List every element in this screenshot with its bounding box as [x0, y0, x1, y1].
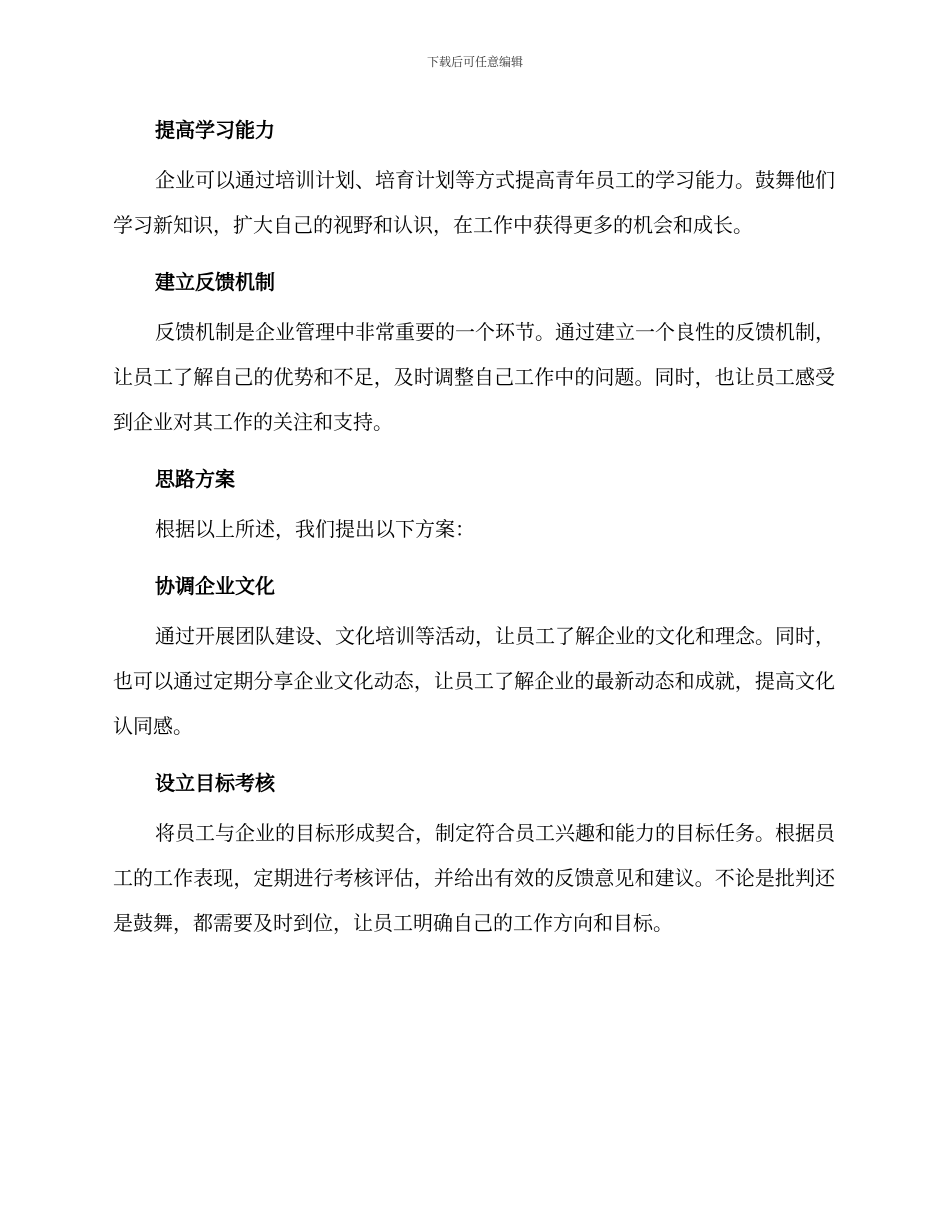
- section-heading: 协调企业文化: [155, 574, 275, 598]
- section-goal-assessment: [113, 763, 835, 946]
- page-header: 下载后可任意编辑: [426, 55, 523, 69]
- section-plan: [113, 459, 835, 552]
- document-body: [113, 110, 835, 960]
- section-paragraph: 根据以上所述，我们提出以下方案：: [155, 517, 475, 541]
- section-paragraph: 企业可以通过培训计划、培育计划等方式提高青年员工的学习能力。鼓舞他们学习新知识，扩大自己的视野和认识，在工作中获得更多的机会和成长。: [113, 168, 835, 237]
- section-paragraph: 将员工与企业的目标形成契合，制定符合员工兴趣和能力的目标任务。根据员工的工作表现，定期进行考核评估，并给出有效的反馈意见和建议。不论是批判还是鼓舞，都需要及时到位，让员工明确自己的工作方向和目标。: [113, 821, 835, 935]
- section-heading: 设立目标考核: [155, 771, 275, 795]
- section-paragraph: 通过开展团队建设、文化培训等活动，让员工了解企业的文化和理念。同时，也可以通过定期分享企业文化动态，让员工了解企业的最新动态和成就，提高文化认同感。: [113, 624, 835, 738]
- section-corporate-culture: [113, 566, 835, 749]
- section-learning-ability: [113, 110, 835, 248]
- section-paragraph: 反馈机制是企业管理中非常重要的一个环节。通过建立一个良性的反馈机制，让员工了解自己的优势和不足，及时调整自己工作中的问题。同时，也让员工感受到企业对其工作的关注和支持。: [113, 320, 835, 434]
- section-heading: 提高学习能力: [155, 118, 275, 142]
- section-heading: 建立反馈机制: [155, 270, 275, 294]
- section-feedback-mechanism: [113, 262, 835, 445]
- section-heading: 思路方案: [155, 467, 235, 491]
